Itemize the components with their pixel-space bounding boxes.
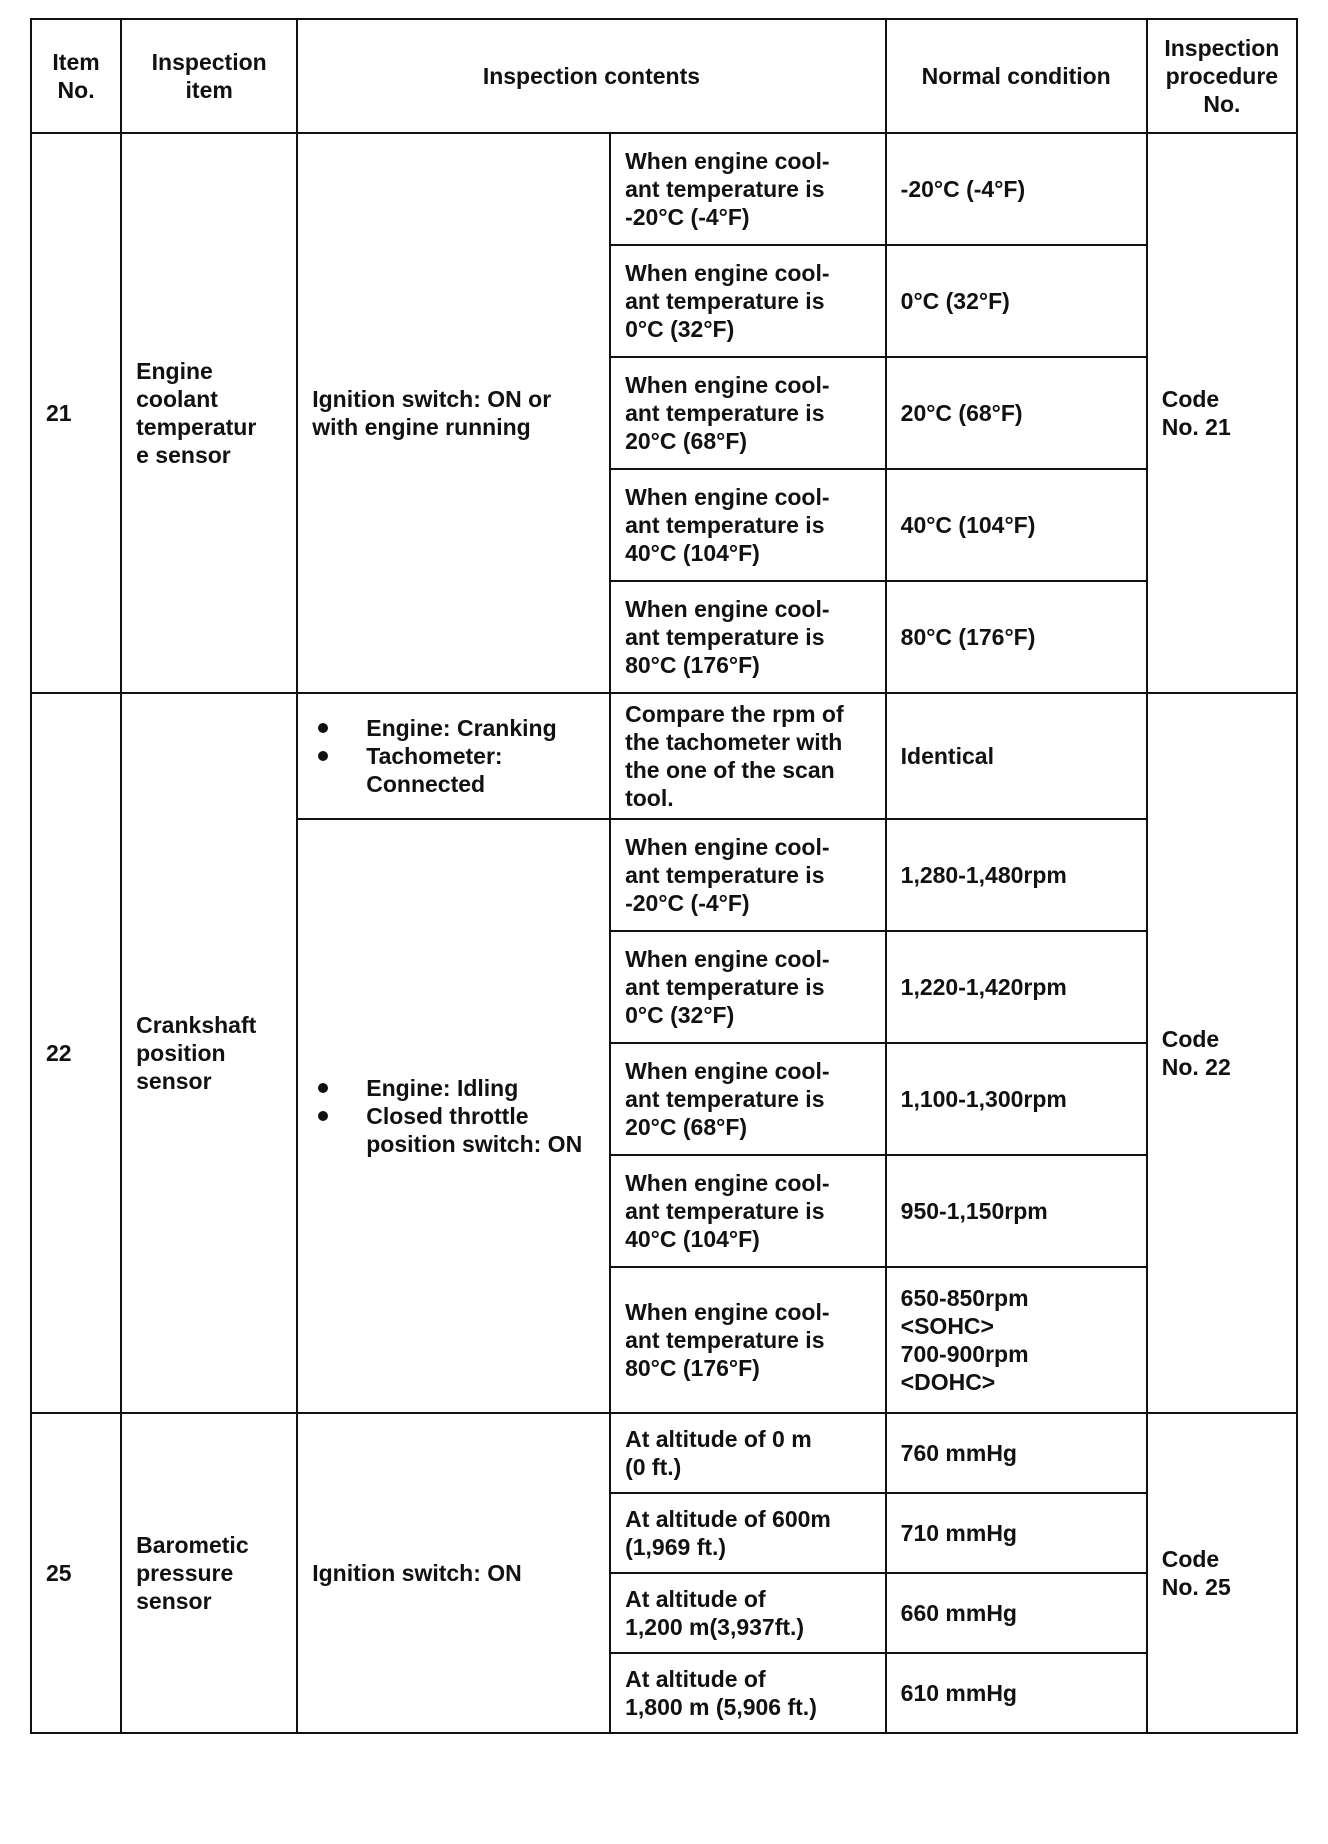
condition-bullet: Closed throttle position switch: ON <box>312 1102 595 1158</box>
inspection-condition <box>297 693 610 819</box>
inspection-condition: Ignition switch: ON <box>297 1413 610 1733</box>
inspection-content: When engine cool- ant temperature is 80°C (176°F) <box>610 581 886 693</box>
normal-condition: 1,280-1,480rpm <box>886 819 1147 931</box>
normal-condition: 80°C (176°F) <box>886 581 1147 693</box>
inspection-content: When engine cool- ant temperature is 20°C (68°F) <box>610 357 886 469</box>
condition-list <box>312 1074 595 1158</box>
condition-bullet: Engine: Idling <box>312 1074 595 1102</box>
inspection-item: Barometic pressure sensor <box>121 1413 297 1733</box>
inspection-content: When engine cool- ant temperature is -20°C (-4°F) <box>610 133 886 245</box>
normal-condition: 610 mmHg <box>886 1653 1147 1733</box>
header-normal-condition: Normal condition <box>886 19 1147 133</box>
condition-bullet: Tachometer: Connected <box>312 742 595 798</box>
table-row <box>31 133 1297 245</box>
inspection-item: Engine coolant temperatur e sensor <box>121 133 297 693</box>
inspection-content: When engine cool- ant temperature is 40°C (104°F) <box>610 1155 886 1267</box>
procedure-code: Code No. 22 <box>1147 693 1297 1413</box>
inspection-condition <box>297 819 610 1413</box>
normal-condition: 0°C (32°F) <box>886 245 1147 357</box>
normal-condition: 950-1,150rpm <box>886 1155 1147 1267</box>
item-no: 25 <box>31 1413 121 1733</box>
item-no: 21 <box>31 133 121 693</box>
inspection-table <box>30 18 1298 1734</box>
inspection-content: When engine cool- ant temperature is 0°C (32°F) <box>610 245 886 357</box>
inspection-content: Compare the rpm of the tachometer with the one of the scan tool. <box>610 693 886 819</box>
normal-condition: 760 mmHg <box>886 1413 1147 1493</box>
normal-condition: -20°C (-4°F) <box>886 133 1147 245</box>
condition-bullet: Engine: Cranking <box>312 714 595 742</box>
normal-condition: 20°C (68°F) <box>886 357 1147 469</box>
inspection-content: When engine cool- ant temperature is 80°C (176°F) <box>610 1267 886 1413</box>
header-inspection-contents: Inspection contents <box>297 19 885 133</box>
inspection-content: When engine cool- ant temperature is 0°C (32°F) <box>610 931 886 1043</box>
inspection-content: When engine cool- ant temperature is 20°C (68°F) <box>610 1043 886 1155</box>
inspection-content: At altitude of 1,800 m (5,906 ft.) <box>610 1653 886 1733</box>
header-inspection-item: Inspection item <box>121 19 297 133</box>
normal-condition: 1,220-1,420rpm <box>886 931 1147 1043</box>
inspection-sheet <box>30 18 1298 1734</box>
table-row <box>31 693 1297 819</box>
normal-condition: 660 mmHg <box>886 1573 1147 1653</box>
inspection-content: At altitude of 1,200 m(3,937ft.) <box>610 1573 886 1653</box>
inspection-content: At altitude of 0 m (0 ft.) <box>610 1413 886 1493</box>
header-procedure-no: Inspection procedure No. <box>1147 19 1297 133</box>
normal-condition: 1,100-1,300rpm <box>886 1043 1147 1155</box>
normal-condition: 40°C (104°F) <box>886 469 1147 581</box>
normal-condition: Identical <box>886 693 1147 819</box>
inspection-condition: Ignition switch: ON or with engine running <box>297 133 610 693</box>
inspection-content: When engine cool- ant temperature is -20°C (-4°F) <box>610 819 886 931</box>
procedure-code: Code No. 21 <box>1147 133 1297 693</box>
inspection-item: Crankshaft position sensor <box>121 693 297 1413</box>
header-item-no: Item No. <box>31 19 121 133</box>
item-no: 22 <box>31 693 121 1413</box>
header-row <box>31 19 1297 133</box>
normal-condition: 710 mmHg <box>886 1493 1147 1573</box>
normal-condition: 650-850rpm <SOHC> 700-900rpm <DOHC> <box>886 1267 1147 1413</box>
procedure-code: Code No. 25 <box>1147 1413 1297 1733</box>
condition-list <box>312 714 595 798</box>
table-row <box>31 1413 1297 1493</box>
inspection-content: When engine cool- ant temperature is 40°C (104°F) <box>610 469 886 581</box>
inspection-content: At altitude of 600m (1,969 ft.) <box>610 1493 886 1573</box>
